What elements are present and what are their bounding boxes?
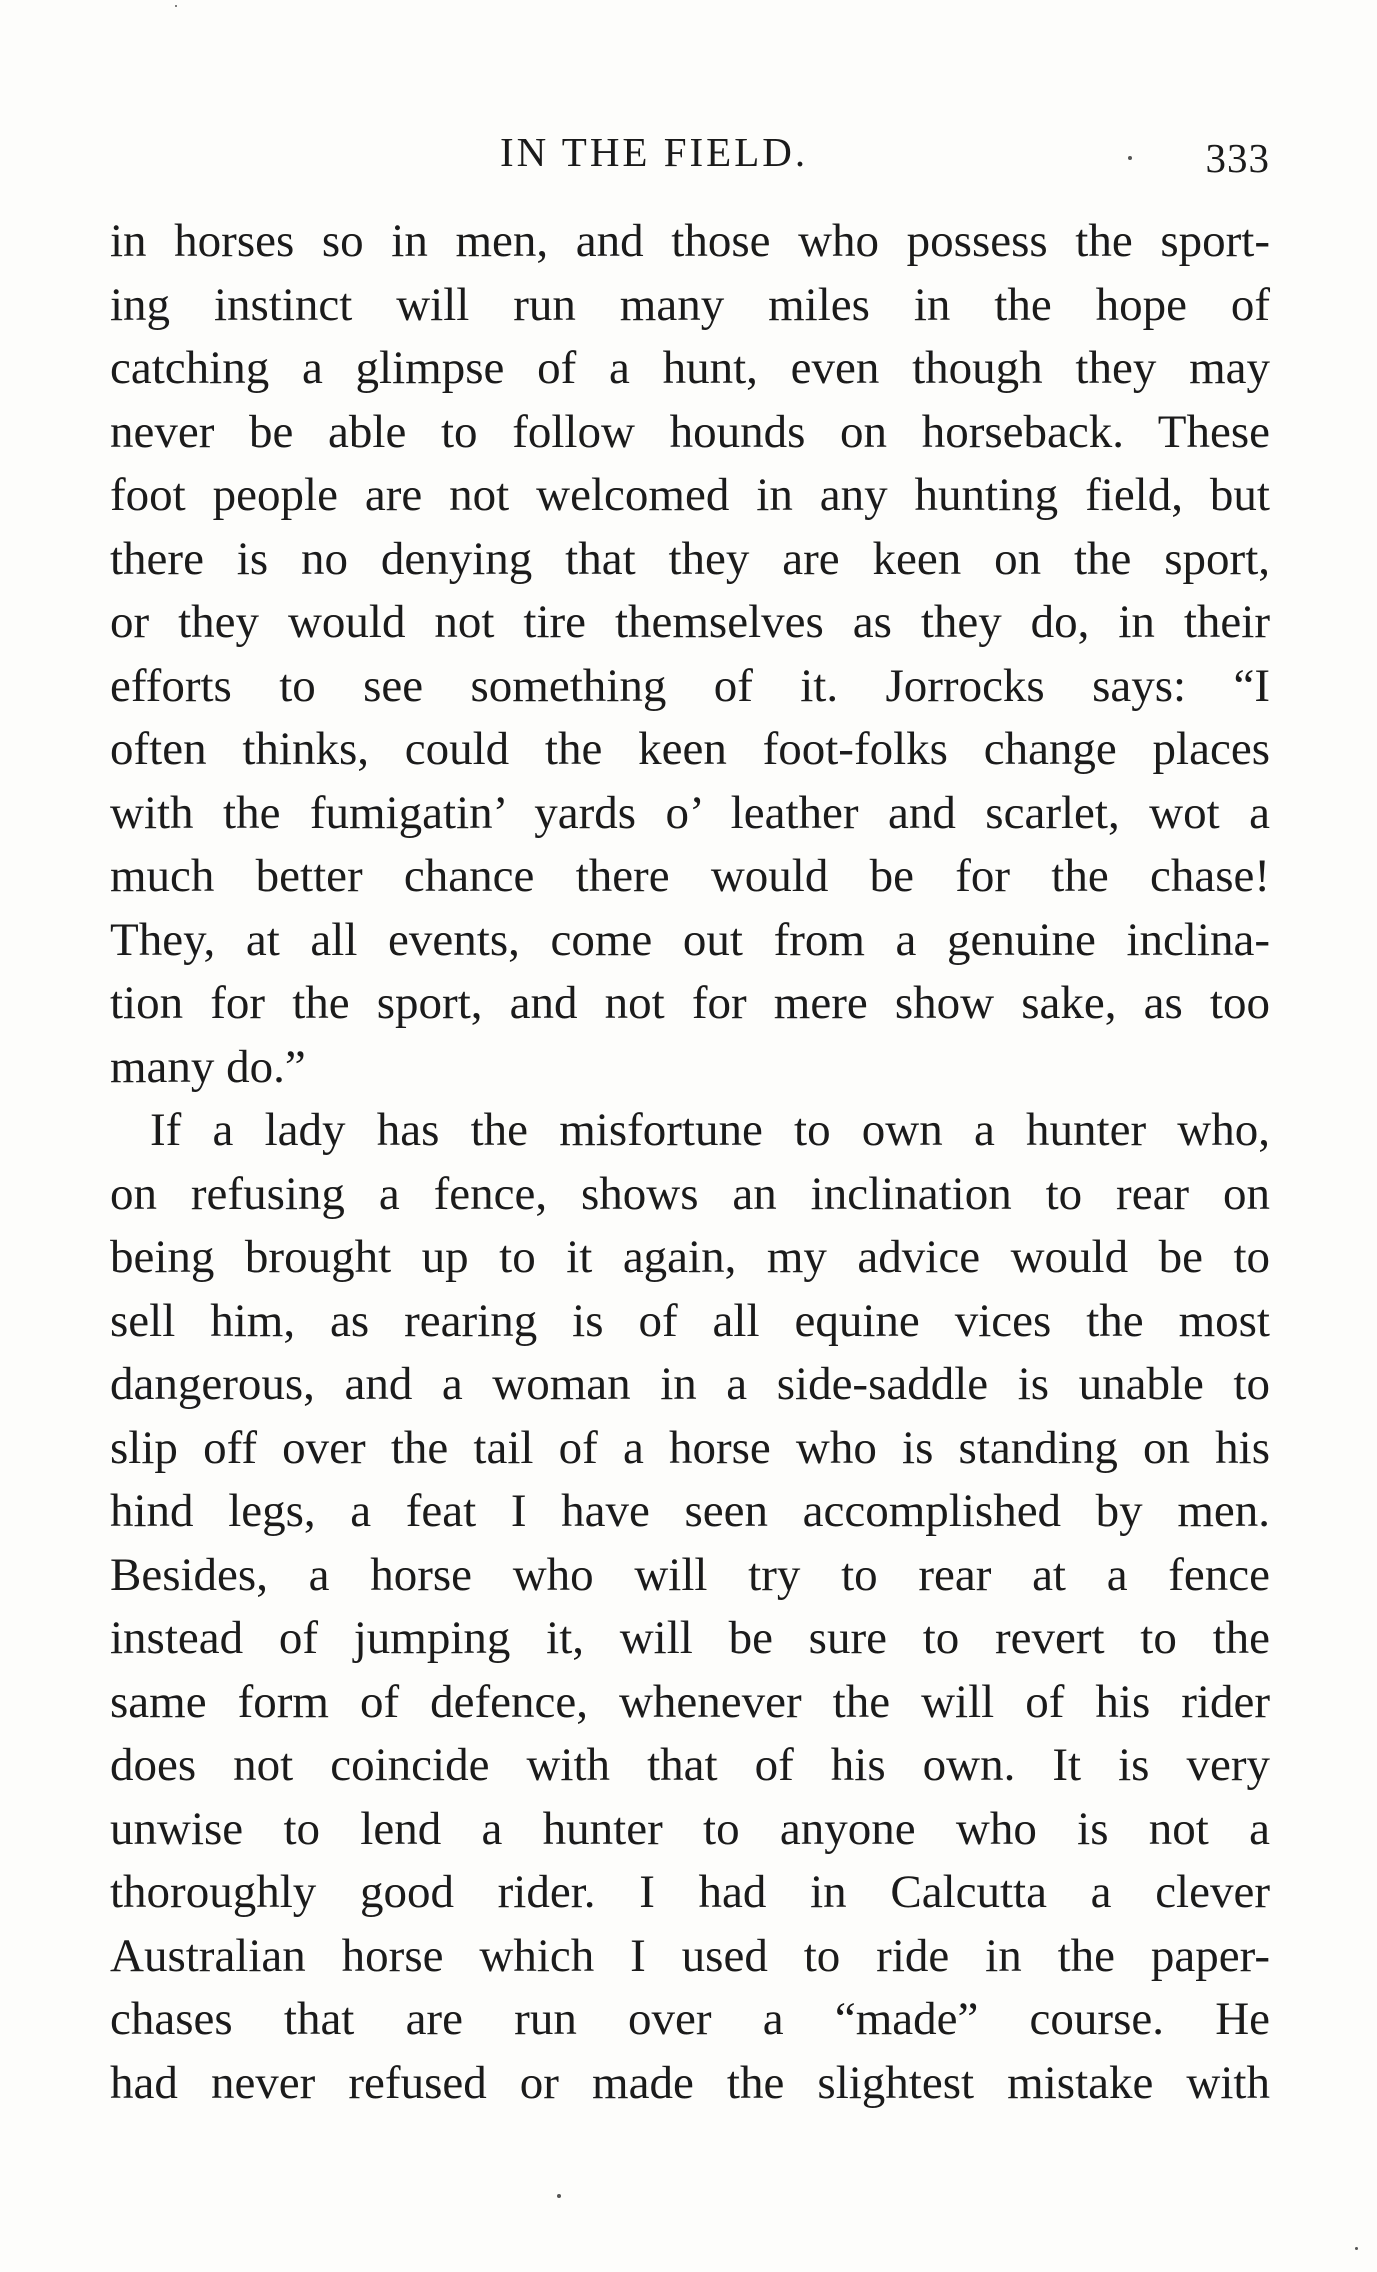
body-text	[110, 210, 1270, 2115]
text-line: ing instinct will run many miles in the hope of	[110, 278, 1270, 331]
text-line: They, at all events, come out from a genuine inclina-	[110, 913, 1270, 966]
text-line: Besides, a horse who will try to rear at a fence	[110, 1548, 1270, 1601]
text-line: same form of defence, whenever the will of his rider	[110, 1675, 1270, 1728]
paragraph-1	[110, 210, 1270, 1099]
text-line: Australian horse which I used to ride in the paper-	[110, 1929, 1270, 1982]
text-line: catching a glimpse of a hunt, even though they may	[110, 342, 1270, 394]
text-line: dangerous, and a woman in a side-saddle is unable to	[110, 1358, 1270, 1410]
text-line: in horses so in men, and those who possess the sport-	[110, 215, 1270, 267]
text-line: with the fumigatin’ yards o’ leather and scarlet, wot a	[110, 786, 1270, 839]
text-line: there is no denying that they are keen on the sport,	[110, 532, 1270, 585]
text-line: had never refused or made the slightest mistake with	[110, 2056, 1270, 2109]
text-line: hind legs, a feat I have seen accomplished by men.	[110, 1485, 1270, 1537]
text-line: foot people are not welcomed in any hunting field, but	[110, 469, 1270, 521]
text-line: or they would not tire themselves as they do, in their	[110, 596, 1270, 648]
text-line: unwise to lend a hunter to anyone who is not a	[110, 1802, 1270, 1855]
page-header	[110, 128, 1270, 188]
scan-speck	[1128, 156, 1132, 160]
text-line: often thinks, could the keen foot-folks change places	[110, 723, 1270, 775]
text-line: efforts to see something of it. Jorrocks says: “I	[110, 659, 1270, 712]
text-line: slip off over the tail of a horse who is standing on his	[110, 1421, 1270, 1474]
paragraph-2	[110, 1099, 1270, 2115]
text-line: thoroughly good rider. I had in Calcutta a clever	[110, 1866, 1270, 1918]
text-line: instead of jumping it, will be sure to revert to the	[110, 1612, 1270, 1664]
text-line: tion for the sport, and not for mere show sake, as too	[110, 977, 1270, 1029]
running-head: IN THE FIELD.	[500, 129, 809, 175]
text-line: If a lady has the misfortune to own a hunter who,	[150, 1104, 1270, 1156]
text-line: chases that are run over a “made” course. He	[110, 1993, 1270, 2045]
scan-speck	[557, 2194, 561, 2198]
text-line: many do.”	[110, 1040, 306, 1093]
text-line: much better chance there would be for the chase!	[110, 850, 1270, 902]
text-line: being brought up to it again, my advice would be to	[110, 1231, 1270, 1283]
text-line: sell him, as rearing is of all equine vices the most	[110, 1294, 1270, 1347]
text-line: does not coincide with that of his own. It is very	[110, 1739, 1270, 1791]
scan-speck	[1355, 2247, 1358, 2250]
text-line: on refusing a fence, shows an inclination to rear on	[110, 1167, 1270, 1220]
page-number: 333	[1205, 135, 1270, 181]
text-line: never be able to follow hounds on horseback. These	[110, 405, 1270, 458]
scan-speck	[175, 5, 177, 7]
